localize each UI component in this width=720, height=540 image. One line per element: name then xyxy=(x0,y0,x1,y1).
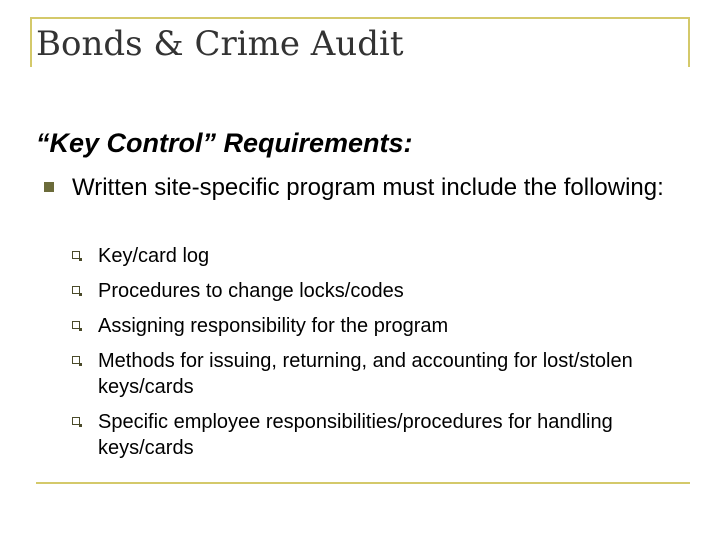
hollow-square-icon xyxy=(72,356,80,364)
list-item-text: Methods for issuing, returning, and accounting for lost/stolen keys/cards xyxy=(98,350,633,398)
list-item-text: Assigning responsibility for the program xyxy=(98,315,449,337)
hollow-square-icon xyxy=(72,286,80,294)
hollow-square-icon xyxy=(72,417,80,425)
list-item xyxy=(98,313,698,339)
left-rule xyxy=(30,17,32,67)
list-item-text: Procedures to change locks/codes xyxy=(98,280,404,302)
list-item-text: Specific employee responsibilities/procedures for handling keys/cards xyxy=(98,411,613,459)
main-bullet-text: Written site-specific program must include the following: xyxy=(72,174,664,201)
hollow-square-icon xyxy=(72,321,80,329)
list-item-text: Key/card log xyxy=(98,245,210,267)
list-item xyxy=(98,243,698,269)
hollow-square-icon xyxy=(72,251,80,259)
list-item xyxy=(98,278,698,304)
bottom-rule xyxy=(36,482,690,484)
list-item xyxy=(98,348,698,400)
right-rule xyxy=(688,17,690,67)
sub-bullet-list xyxy=(98,243,698,470)
top-rule xyxy=(30,17,690,19)
filled-square-icon xyxy=(44,182,54,192)
slide-title: Bonds & Crime Audit xyxy=(36,24,404,64)
list-item xyxy=(98,409,698,461)
slide-subtitle: “Key Control” Requirements: xyxy=(36,128,413,158)
